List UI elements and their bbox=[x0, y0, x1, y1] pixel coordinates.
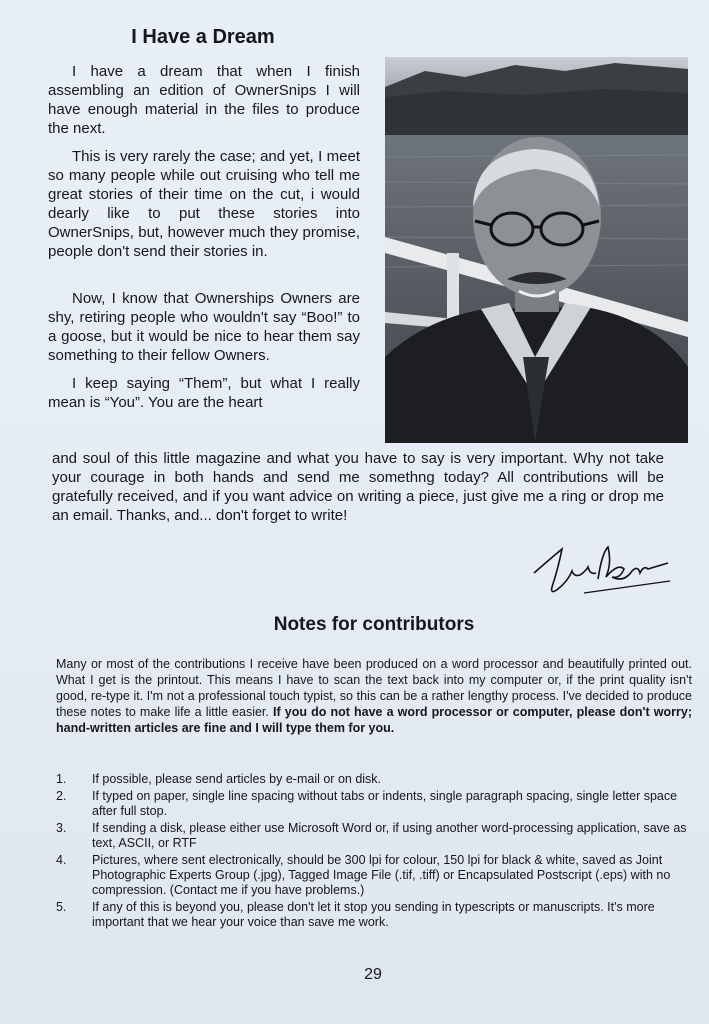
article-paragraph-2: This is very rarely the case; and yet, I meet so many people while out cruising who tell me great stories of their time on the cut, i would dearly like to put these stories into OwnerSnips, but, however much they promise, people don't send their stories in. bbox=[48, 148, 360, 260]
article-paragraph-1: I have a dream that when I finish assembling an edition of OwnerSnips I will have enough material in the files to produce the next. bbox=[48, 63, 360, 137]
list-item-text: If possible, please send articles by e-mail or on disk. bbox=[92, 772, 382, 786]
list-item-text: Pictures, where sent electronically, should be 300 lpi for colour, 150 lpi for black & white, saved as Joint Photographic Experts Group (.jpg), Tagged Image File (.tif, .tiff) or Encapsulated Postscript (.eps) with no compression. (Contact me if you have problems.) bbox=[92, 853, 671, 897]
page-number: 29 bbox=[364, 966, 382, 983]
list-item-number: 2. bbox=[56, 789, 67, 803]
article-title: I Have a Dream bbox=[131, 26, 275, 48]
list-item bbox=[56, 900, 696, 930]
list-item-number: 5. bbox=[56, 900, 67, 914]
list-item bbox=[56, 821, 696, 851]
list-item-text: If sending a disk, please either use Microsoft Word or, if using another word-processing application, save as text, ASCII, or RTF bbox=[92, 821, 687, 850]
list-item bbox=[56, 772, 696, 787]
list-item-number: 4. bbox=[56, 853, 67, 867]
contributor-notes-list bbox=[56, 772, 696, 932]
article-paragraph-4-continued: and soul of this little magazine and what you have to say is very important. Why not take your courage in both hands and send me somethng today? All contributions will be gratefully received, and if you want advice on writing a piece, just give me a ring or drop me an email. Thanks, and... don't forget to write! bbox=[52, 450, 664, 524]
list-item-text: If any of this is beyond you, please don't let it stop you sending in typescripts or manuscripts. It's more important that we hear your voice than save me work. bbox=[92, 900, 655, 929]
author-photo bbox=[385, 57, 688, 443]
author-signature bbox=[528, 543, 673, 604]
article-paragraph-4-start: I keep saying “Them”, but what I really mean is “You”. You are the heart bbox=[48, 375, 360, 411]
list-item bbox=[56, 789, 696, 819]
notes-intro bbox=[56, 656, 692, 736]
list-item bbox=[56, 853, 696, 898]
list-item-text: If typed on paper, single line spacing without tabs or indents, single paragraph spacing, single letter space after full stop. bbox=[92, 789, 678, 818]
notes-intro-text: Many or most of the contributions I receive have been produced on a word processor and beautifully printed out. What I get is the printout. This means I have to scan the text back into my computer or, if the print quality isn't good, re-type it. I'm not a professional touch typist, so this can be a rather lengthy process. I've decided to produce these notes to make life a little easier. bbox=[56, 657, 692, 719]
article-intro bbox=[48, 62, 360, 412]
list-item-number: 1. bbox=[56, 772, 67, 786]
notes-title: Notes for contributors bbox=[273, 614, 475, 635]
notes-intro-bold: If you do not have a word processor or computer, please don't worry; hand-written articles are fine and I will type them for you. bbox=[56, 705, 692, 735]
list-item-number: 3. bbox=[56, 821, 67, 835]
article-paragraph-3: Now, I know that Ownerships Owners are shy, retiring people who wouldn't say “Boo!” to a goose, but it would be nice to hear them say something to their fellow Owners. bbox=[48, 290, 360, 364]
